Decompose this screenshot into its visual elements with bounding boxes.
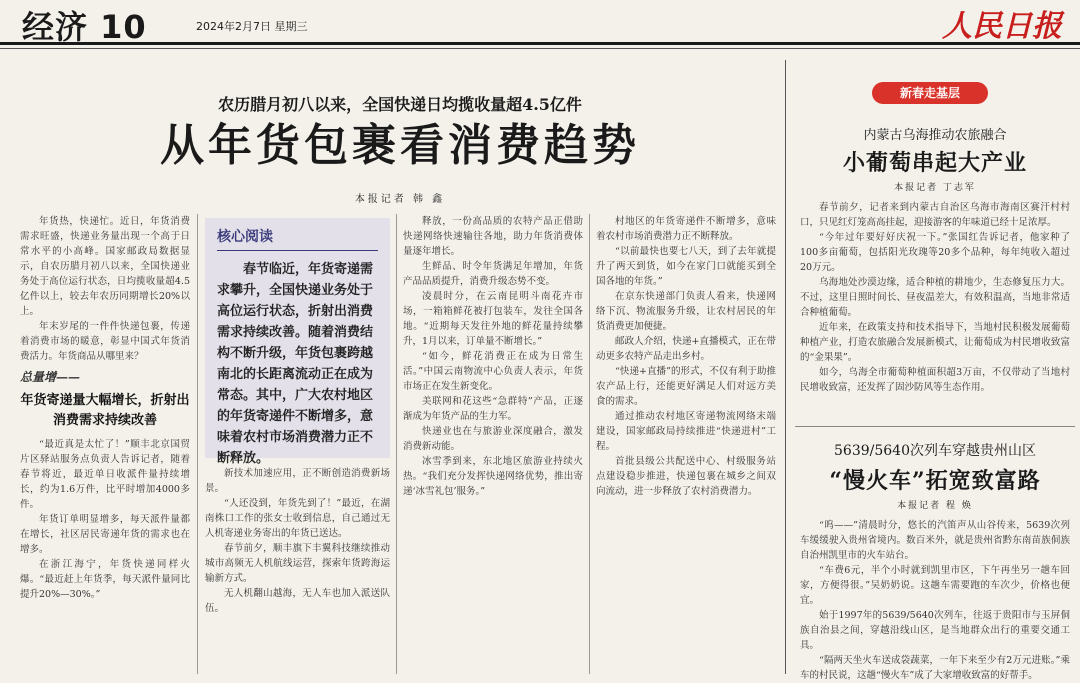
paragraph: 冰雪季到来，东北地区旅游业持续火热。“我们充分发挥快递网络优势，推出寄递‘冰雪礼包’服务。” bbox=[403, 456, 583, 497]
article-column-1 bbox=[20, 214, 190, 674]
main-headline: 从年货包裹看消费趋势 bbox=[160, 120, 640, 171]
core-reading-title: 核心阅读 bbox=[217, 226, 378, 251]
side-headline-1: 小葡萄串起大产业 bbox=[842, 150, 1027, 176]
article-column-3 bbox=[403, 214, 583, 674]
paragraph: 邮政人介绍，快递+直播模式，正在带动更多农特产品走出乡村。 bbox=[596, 336, 776, 362]
main-kicker: 农历腊月初八以来，全国快递日均揽收量超4.5亿件 bbox=[218, 95, 582, 114]
masthead-divider bbox=[0, 48, 1080, 49]
newspaper-logo: 人民日报 bbox=[942, 9, 1062, 44]
side-byline-1: 本报记者 丁志军 bbox=[894, 183, 976, 193]
paragraph: 新技术加速应用，正不断创造消费新场景。 bbox=[205, 468, 390, 494]
subsection-label: 总量增—— bbox=[20, 370, 81, 384]
side-article-1-body bbox=[800, 200, 1070, 420]
paragraph: “车费6元，半个小时就到凯里市区，下午再坐另一趟车回家，方便得很。”吴奶奶说。这趟车需要跑的车次少，价格也便宜。 bbox=[800, 565, 1070, 606]
side-kicker-2: 5639/5640次列车穿越贵州山区 bbox=[834, 443, 1036, 459]
paragraph: “如今，鲜花消费正在成为日常生活。”中国云南物流中心负责人表示，年货市场正在发生新变化。 bbox=[403, 351, 583, 392]
paragraph: 通过推动农村地区寄递物流网络末端建设，国家邮政局持续推进“快递进村”工程。 bbox=[596, 411, 776, 452]
section-title: 经济 10 bbox=[22, 8, 147, 46]
paragraph: 如今，乌海全市葡萄种植面积超3万亩，不仅带动了当地村民增收致富，还发挥了固沙防风等生态作用。 bbox=[800, 367, 1070, 393]
column-divider bbox=[197, 214, 198, 674]
side-headline-2: “慢火车”拓宽致富路 bbox=[829, 468, 1041, 494]
paragraph: 春节前夕，记者来到内蒙古自治区乌海市海南区赛汗村村口，只见红灯笼高高挂起，迎接游客的年味道已经十足浓厚。 bbox=[800, 202, 1070, 228]
paragraph: 快递业也在与旅游业深度融合，激发消费新动能。 bbox=[403, 426, 583, 452]
paragraph: 美联网和花这些“急群特”产品，正逐渐成为年货产品的生力军。 bbox=[403, 396, 583, 422]
core-reading-box bbox=[205, 218, 390, 466]
paragraph: 乌海地处沙漠边缘，适合种植的耕地少，生态修复压力大。不过，这里日照时间长、昼夜温差大，有效积温高，当地非常适合种植葡萄。 bbox=[800, 277, 1070, 318]
paragraph: 在浙江海宁，年货快递同样火爆。“最近赶上年货季，每天派件量同比提升20%—30%。” bbox=[20, 559, 190, 600]
core-reading-text: 春节临近，年货寄递需求攀升，全国快递业务处于高位运行状态，折射出消费需求持续改善。随着消费结构不断升级，年货包裹跨越南北的长距离流动正在成为常态。其中，广大农村地区的年货寄递件不断增多，意味着农村市场消费潜力正不断释放。 bbox=[217, 262, 374, 466]
main-byline: 本报记者 韩 鑫 bbox=[354, 194, 446, 205]
feature-badge: 新春走基层 bbox=[872, 82, 988, 104]
article-separator bbox=[795, 426, 1075, 427]
column-divider bbox=[589, 214, 590, 674]
paragraph: 释放，一份高品质的农特产品正借助快递网络快速输往各地，助力年货消费体量逐年增长。 bbox=[403, 216, 583, 257]
paragraph: 首批县级公共配送中心、村级服务站点建设稳步推进，快递包裹在城乡之间双向流动，进一步释放了农村消费潜力。 bbox=[596, 456, 776, 497]
article-column-2 bbox=[205, 466, 390, 674]
masthead bbox=[0, 0, 1080, 45]
paragraph: 生鲜品、时令年货满足年增加，年货产品品质提升，消费升级态势不变。 bbox=[403, 261, 583, 287]
paragraph: 近年来，在政策支持和技术指导下，当地村民积极发展葡萄种植产业，打造农旅融合发展新模式，让葡萄成为村民增收致富的“金果果”。 bbox=[800, 322, 1070, 363]
section-divider bbox=[785, 60, 786, 674]
paragraph: 春节前夕，顺丰旗下丰翼科技继续推动城市高频无人机航线运营，探索年货跨海运输新方式。 bbox=[205, 543, 390, 584]
side-kicker-1: 内蒙古乌海推动农旅融合 bbox=[863, 128, 1007, 143]
article-column-4 bbox=[596, 214, 776, 674]
paragraph: “快递+直播”的形式，不仅有利于助推农产品上行，还能更好满足人们对远方美食的需求。 bbox=[596, 366, 776, 407]
column-divider bbox=[396, 214, 397, 674]
paragraph: “以前最快也要七八天，到了去年就提升了两天到货，如今在家门口就能买到全国各地的年货。” bbox=[596, 246, 776, 287]
paragraph: “呜——”清晨时分，悠长的汽笛声从山谷传来，5639次列车缓缓驶入贵州省境内。数百米外，就是贵州省黔东南苗族侗族自治州凯里市的火车站台。 bbox=[800, 520, 1070, 561]
paragraph: 无人机翻山越海，无人车也加入派送队伍。 bbox=[205, 588, 390, 614]
side-article-2-body bbox=[800, 518, 1070, 681]
paragraph: “人还没到，年货先到了！”最近，在湖南株口工作的张女士收到信息，自己通过无人机寄递业务寄出的年货已送达。 bbox=[205, 498, 390, 539]
paragraph: 年货热，快递忙。近日，年货消费需求旺盛，快递业务量出现一个高于日常水平的小高峰。国家邮政局数据显示，自农历腊月初八以来，全国快递业务处于高位运行状态，日均揽收量超4.5亿件以上，较去年农历同期增长20%以上。 bbox=[20, 216, 190, 317]
paragraph: 年末岁尾的一件件快递包裹，传递着消费市场的暖意，彰显中国式年货消费活力。年货商品从哪里来？ bbox=[20, 321, 190, 362]
paragraph: “最近真是太忙了！”顺丰北京国贸片区驿站服务点负责人告诉记者，随着春节将近，最近单日收派件量持续增长，约为1.6万件，比平时增加4000多件。 bbox=[20, 439, 190, 510]
paragraph: 始于1997年的5639/5640次列车，往返于贵阳市与玉屏侗族自治县之间，穿越沿线山区，是当地群众出行的重要交通工具。 bbox=[800, 610, 1070, 651]
paragraph: 凌晨时分，在云南昆明斗南花卉市场，一箱箱鲜花被打包装车，发往全国各地。“近期每天发往外地的鲜花量持续攀升，1月以来，订单量不断增长。” bbox=[403, 291, 583, 347]
paragraph: “隔两天坐火车送成袋蔬菜，一年下来至少有2万元进账。”乘车的村民说，这趟“慢火车”成了大家增收致富的好帮手。 bbox=[800, 655, 1070, 681]
subsection-heading: 年货寄递量大幅增长，折射出消费需求持续改善 bbox=[20, 393, 190, 428]
issue-date: 2024年2月7日 星期三 bbox=[196, 20, 308, 33]
side-byline-2: 本报记者 程 焕 bbox=[897, 501, 973, 511]
paragraph: 年货订单明显增多，每天派件量都在增长，社区居民寄递年货的需求也在增多。 bbox=[20, 514, 190, 555]
paragraph: “今年过年要好好庆祝一下。”张国红告诉记者，他家种了100多亩葡萄，包括阳光玫瑰等20多个品种，每年纯收入超过20万元。 bbox=[800, 232, 1070, 273]
paragraph: 在京东快递部门负责人看来，快递网络下沉、物流服务升级，让农村居民的年货消费更加便捷。 bbox=[596, 291, 776, 332]
paragraph: 村地区的年货寄递件不断增多，意味着农村市场消费潜力正不断释放。 bbox=[596, 216, 776, 242]
